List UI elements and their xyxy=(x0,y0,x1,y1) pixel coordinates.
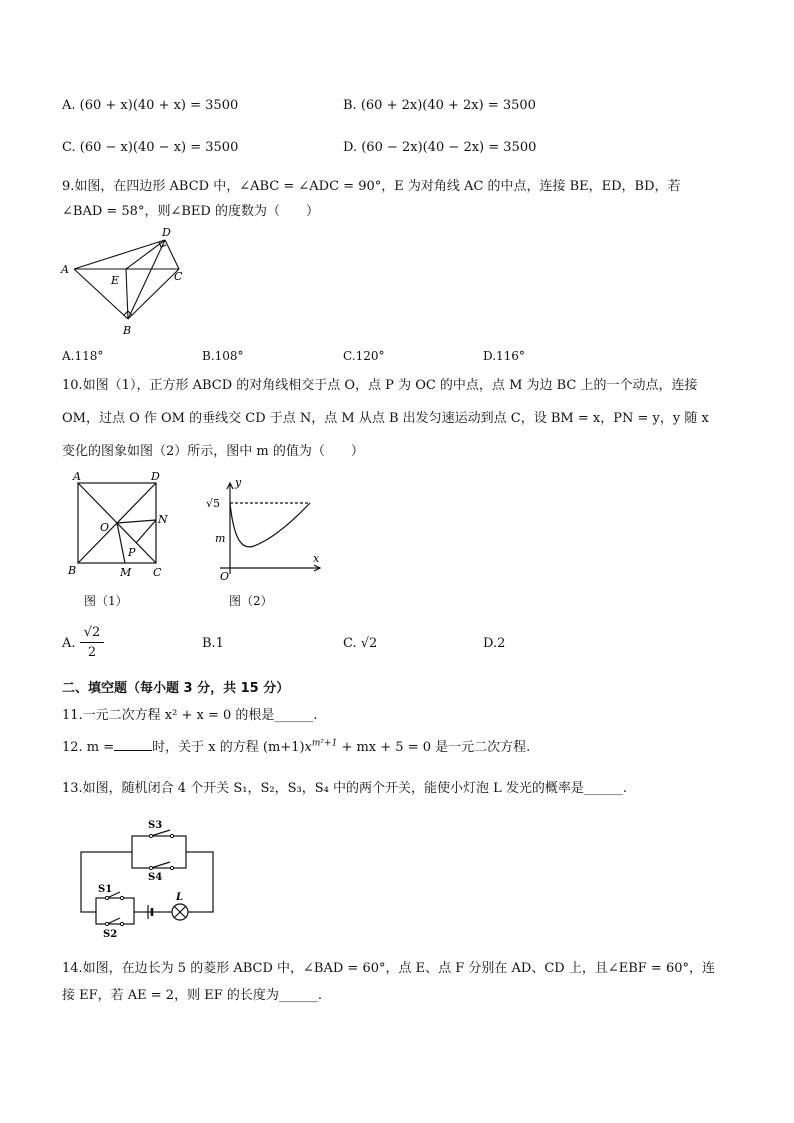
label-c: C xyxy=(153,566,162,579)
q11-text: 11.一元二次方程 x² + x = 0 的根是______. xyxy=(62,708,318,723)
label-m: M xyxy=(120,566,132,579)
label-s1: S1 xyxy=(98,884,113,895)
q10-option-d: D.2 xyxy=(483,636,506,651)
label-o: O xyxy=(220,570,230,583)
label-e: E xyxy=(111,274,120,287)
q9-option-c: C.120° xyxy=(343,349,385,363)
q8-option-c: C. (60 − x)(40 − x) = 3500 xyxy=(62,140,239,155)
q14-stem-line2: 接 EF，若 AE = 2，则 EF 的长度为______. xyxy=(62,988,322,1003)
label-s4: S4 xyxy=(148,872,163,883)
seg-ab xyxy=(74,269,128,319)
label-a: A xyxy=(61,263,69,276)
q12-base: x xyxy=(304,740,312,755)
seg-om xyxy=(117,523,125,563)
seg-ed xyxy=(126,240,165,269)
label-c: C xyxy=(174,270,183,283)
label-o: O xyxy=(100,521,110,534)
q10-stem-line3: 变化的图象如图（2）所示，图中 m 的值为（ ） xyxy=(62,444,364,459)
fraction-numerator: √2 xyxy=(80,624,104,643)
seg-on xyxy=(117,520,156,523)
q9-quadrilateral-figure xyxy=(58,224,198,339)
label-b: B xyxy=(123,324,132,337)
q10-option-b: B.1 xyxy=(202,636,224,651)
q10-stem-line2: OM，过点 O 作 OM 的垂线交 CD 于点 N，点 M 从点 B 出发匀速运动到点 C，设 BM = x，PN = y，y 随 x xyxy=(62,411,709,426)
q8-option-a: A. (60 + x)(40 + x) = 3500 xyxy=(62,98,239,113)
label-a: A xyxy=(73,470,81,483)
label-y: y xyxy=(235,476,242,489)
section-title-fill-in: 二、填空题（每小题 3 分，共 15 分） xyxy=(62,681,290,696)
q10-option-c: C. √2 xyxy=(343,636,378,651)
seg-bc xyxy=(128,269,179,319)
label-d: D xyxy=(162,226,171,239)
q12-mid: 时，关于 x 的方程 (m+1) xyxy=(152,740,305,755)
seg-ad xyxy=(74,240,165,269)
q9-option-a: A.118° xyxy=(62,349,104,363)
q14-stem-line1: 14.如图，在边长为 5 的菱形 ABCD 中，∠BAD = 60°，点 E、点 F 分别在 AD、CD 上，且∠EBF = 60°，连 xyxy=(62,961,715,976)
q10-square-figure xyxy=(62,468,177,583)
label-n: N xyxy=(158,513,168,526)
s3-s4-parallel xyxy=(132,836,186,868)
q12-prefix: 12. m = xyxy=(62,740,115,755)
q10-option-a-fraction xyxy=(80,624,104,663)
q12-exponent: m²+1 xyxy=(311,738,338,749)
q8-option-d: D. (60 − 2x)(40 − 2x) = 3500 xyxy=(343,140,537,155)
q10-fig2-caption: 图（2） xyxy=(229,594,273,608)
q9-stem-line2: ∠BAD = 58°，则∠BED 的度数为（ ） xyxy=(62,204,319,219)
label-s3: S3 xyxy=(148,820,163,831)
label-b: B xyxy=(68,564,77,577)
q12-text xyxy=(62,736,530,755)
q10-stem-line1: 10.如图（1），正方形 ABCD 的对角线相交于点 O，点 P 为 OC 的中点，点 M 为边 BC 上的一个动点，连接 xyxy=(62,378,698,393)
q9-stem-line1: 9.如图，在四边形 ABCD 中，∠ABC = ∠ADC = 90°，E 为对角线 AC 的中点，连接 BE，ED，BD，若 xyxy=(62,179,681,194)
q13-text: 13.如图，随机闭合 4 个开关 S₁，S₂，S₃，S₄ 中的两个开关，能使小灯泡 L 发光的概率是______. xyxy=(62,781,627,796)
fraction-denominator: 2 xyxy=(87,645,97,660)
curve-y-of-x xyxy=(230,503,310,547)
q9-option-b: B.108° xyxy=(202,349,244,363)
q10-option-a-prefix: A. xyxy=(62,636,76,651)
label-s2: S2 xyxy=(103,929,118,940)
q8-option-b: B. (60 + 2x)(40 + 2x) = 3500 xyxy=(343,98,536,113)
q12-answer-blank xyxy=(114,738,152,751)
label-m: m xyxy=(215,532,226,545)
q13-circuit-diagram xyxy=(76,816,221,941)
q10-fig1-caption: 图（1） xyxy=(84,594,128,608)
q10-function-graph xyxy=(200,474,330,584)
label-x: x xyxy=(313,552,320,565)
seg-bd xyxy=(128,240,165,319)
q9-option-d: D.116° xyxy=(483,349,525,363)
seg-pn xyxy=(136,520,156,543)
label-l: L xyxy=(176,892,184,903)
label-sqrt5: √5 xyxy=(206,497,221,510)
label-d: D xyxy=(151,470,160,483)
seg-dc xyxy=(165,240,179,269)
label-p: P xyxy=(128,546,136,559)
q12-suffix: + mx + 5 = 0 是一元二次方程. xyxy=(337,740,531,755)
